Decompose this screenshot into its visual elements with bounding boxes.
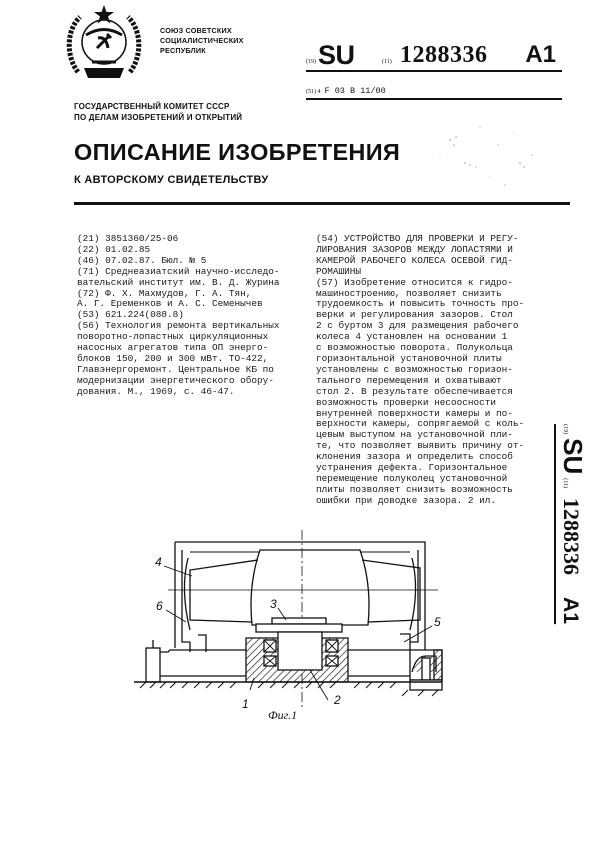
text-line: (54) УСТРОЙСТВО ДЛЯ ПРОВЕРКИ И РЕГУ- bbox=[316, 233, 519, 244]
committee-name bbox=[74, 101, 242, 123]
text-line: вательский институт им. В. Д. Журина bbox=[77, 276, 280, 288]
text-line: (21) 3851360/25-06 bbox=[77, 233, 179, 244]
text-line: блоков 150, 200 и 300 мВт. ТО-422, bbox=[77, 352, 269, 364]
union-line: СОЦИАЛИСТИЧЕСКИХ bbox=[160, 36, 244, 45]
text-line: модернизации энергетического обору- bbox=[77, 374, 274, 386]
union-name bbox=[160, 26, 244, 56]
union-line: СОЮЗ СОВЕТСКИХ bbox=[160, 26, 232, 35]
committee-line: ГОСУДАРСТВЕННЫЙ КОМИТЕТ СССР bbox=[74, 102, 230, 111]
text-line: клонения зазора и определить способ bbox=[316, 451, 513, 463]
blade-left bbox=[190, 560, 258, 622]
ipc-value: F 03 B 11/00 bbox=[324, 86, 386, 96]
ipc-classification bbox=[306, 86, 562, 100]
inid-code-11: (11) bbox=[382, 59, 392, 65]
committee-line: ПО ДЕЛАМ ИЗОБРЕТЕНИЙ И ОТКРЫТИЙ bbox=[74, 113, 243, 122]
patent-number: 1288336 bbox=[400, 42, 488, 68]
label-3: 3 bbox=[270, 597, 277, 611]
label-2: 2 bbox=[334, 693, 341, 707]
text-line: А. Г. Еременков и А. С. Семенычев bbox=[77, 298, 263, 310]
technical-drawing-fig1 bbox=[120, 530, 465, 730]
text-line: (72) Ф. Х. Махмудов, Г. А. Тян, bbox=[77, 287, 252, 299]
union-line: РЕСПУБЛИК bbox=[160, 46, 206, 55]
setting-plate-left bbox=[152, 635, 246, 676]
text-line: ошибки при доводке зазора. 2 ил. bbox=[316, 494, 497, 506]
abstract-column bbox=[316, 234, 524, 507]
text-line: машиностроению, позволяет снизить bbox=[316, 287, 502, 299]
text-line: (71) Среднеазиатский научно-исследо- bbox=[77, 265, 280, 277]
label-1: 1 bbox=[242, 697, 249, 711]
label-5: 5 bbox=[434, 615, 441, 629]
side-inid-code-11: (11) bbox=[562, 478, 568, 489]
text-line: тального перемещения и охватывают bbox=[316, 374, 502, 386]
side-kind-code: A1 bbox=[559, 597, 582, 624]
text-line: Главэнергоремонт. Центральное КБ по bbox=[77, 363, 274, 375]
inid-code-51: (51) 4 bbox=[306, 89, 321, 95]
text-line: (46) 07.02.87. Бюл. № 5 bbox=[77, 254, 207, 266]
side-patent-number: 1288336 bbox=[559, 498, 584, 576]
country-code: SU bbox=[318, 40, 355, 70]
publication-number-block bbox=[306, 40, 562, 72]
text-line: верки и регулирования зазоров. Стол bbox=[316, 309, 513, 321]
text-line: трудоемкость и повысить точность про- bbox=[316, 298, 525, 310]
impeller-hub bbox=[251, 550, 369, 625]
inid-code-19: (19) bbox=[306, 59, 316, 65]
label-6: 6 bbox=[156, 599, 163, 613]
text-line: верхности камеры, сопрягаемой с коль- bbox=[316, 418, 525, 430]
text-line: плиты позволяет снизить возможность bbox=[316, 483, 513, 495]
text-line: (56) Технология ремонта вертикальных bbox=[77, 320, 280, 332]
text-line: 2 с буртом 3 для размещения рабочего bbox=[316, 320, 519, 332]
blade-right bbox=[362, 560, 420, 622]
text-line: ЛИРОВАНИЯ ЗАЗОРОВ МЕЖДУ ЛОПАСТЯМИ И bbox=[316, 243, 513, 255]
text-line: те, что позволяет выявить причину от- bbox=[316, 440, 525, 452]
text-line: РОМАШИНЫ bbox=[316, 265, 362, 277]
text-line: насосных агрегатов типа ОП энерго- bbox=[77, 342, 269, 354]
kind-code: A1 bbox=[525, 41, 556, 68]
label-4: 4 bbox=[155, 555, 162, 569]
text-line: с возможностью поворота. Полукольца bbox=[316, 342, 513, 354]
table bbox=[278, 632, 322, 670]
ussr-state-emblem-icon bbox=[64, 2, 144, 84]
text-line: колеса 4 установлен на основании 1 bbox=[316, 331, 508, 343]
text-line: стол 2. В результате обеспечивается bbox=[316, 385, 513, 397]
text-line: установлены с возможностью горизон- bbox=[316, 363, 513, 375]
side-publication-number bbox=[544, 404, 598, 644]
text-line: устранения дефекта. Горизонтальное bbox=[316, 462, 508, 474]
text-line: цевым выступом на установочной пли- bbox=[316, 429, 513, 441]
side-country-code: SU bbox=[558, 438, 588, 475]
text-line: (57) Изобретение относится к гидро- bbox=[316, 276, 513, 288]
setting-plate-right bbox=[348, 634, 410, 676]
title-divider bbox=[74, 202, 570, 205]
text-line: внутренней поверхности камеры и по- bbox=[316, 407, 513, 419]
text-line: КАМЕРОЙ РАБОЧЕГО КОЛЕСА ОСЕВОЙ ГИД- bbox=[316, 254, 513, 266]
text-line: горизонтальной установочной плиты bbox=[316, 352, 502, 364]
document-title: ОПИСАНИЕ ИЗОБРЕТЕНИЯ bbox=[74, 139, 401, 165]
figure-caption: Фиг.1 bbox=[268, 708, 298, 722]
text-line: возможность проверки несоосности bbox=[316, 396, 497, 408]
text-line: (22) 01.02.85 bbox=[77, 243, 151, 255]
text-line: перемещение полуколец установочной bbox=[316, 472, 508, 484]
text-line: (53) 621.224(088.8) bbox=[77, 309, 184, 321]
text-line: поворотно-лопастных циркуляционных bbox=[77, 331, 269, 343]
side-inid-code-19: (19) bbox=[562, 424, 568, 435]
flange bbox=[272, 618, 326, 624]
bibliographic-data-left bbox=[77, 234, 280, 398]
faint-stamp-mark bbox=[420, 115, 560, 195]
document-subtitle: К АВТОРСКОМУ СВИДЕТЕЛЬСТВУ bbox=[74, 174, 269, 186]
text-line: дования. М., 1969, с. 46-47. bbox=[77, 385, 235, 397]
